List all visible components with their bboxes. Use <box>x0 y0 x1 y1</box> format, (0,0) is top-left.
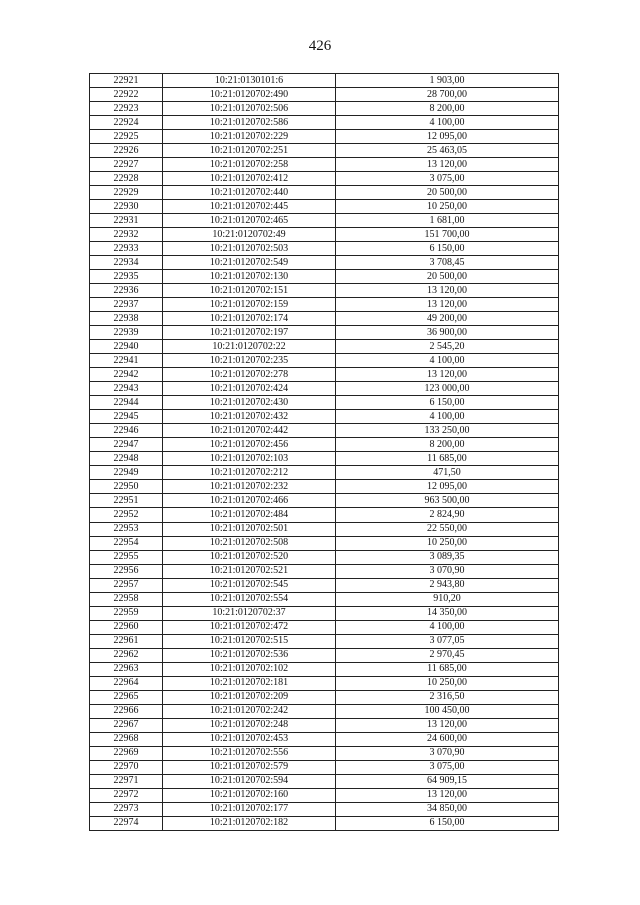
row-number-cell: 22936 <box>90 284 163 298</box>
cadastral-number-cell: 10:21:0120702:594 <box>163 774 336 788</box>
amount-cell: 2 943,80 <box>336 578 559 592</box>
amount-cell: 963 500,00 <box>336 494 559 508</box>
cadastral-number-cell: 10:21:0120702:484 <box>163 508 336 522</box>
table-row <box>90 284 559 298</box>
row-number-cell: 22965 <box>90 690 163 704</box>
row-number-cell: 22927 <box>90 158 163 172</box>
table-row <box>90 144 559 158</box>
table-row <box>90 382 559 396</box>
row-number-cell: 22969 <box>90 746 163 760</box>
table-row <box>90 88 559 102</box>
cadastral-number-cell: 10:21:0120702:554 <box>163 592 336 606</box>
cadastral-number-cell: 10:21:0120702:556 <box>163 746 336 760</box>
cadastral-number-cell: 10:21:0120702:520 <box>163 550 336 564</box>
amount-cell: 1 903,00 <box>336 74 559 88</box>
row-number-cell: 22921 <box>90 74 163 88</box>
row-number-cell: 22974 <box>90 816 163 830</box>
row-number-cell: 22967 <box>90 718 163 732</box>
amount-cell: 13 120,00 <box>336 158 559 172</box>
cadastral-number-cell: 10:21:0120702:466 <box>163 494 336 508</box>
row-number-cell: 22942 <box>90 368 163 382</box>
amount-cell: 34 850,00 <box>336 802 559 816</box>
row-number-cell: 22940 <box>90 340 163 354</box>
table-row <box>90 158 559 172</box>
table-row <box>90 438 559 452</box>
cadastral-number-cell: 10:21:0120702:248 <box>163 718 336 732</box>
amount-cell: 20 500,00 <box>336 186 559 200</box>
cadastral-number-cell: 10:21:0120702:251 <box>163 144 336 158</box>
table-row <box>90 704 559 718</box>
cadastral-number-cell: 10:21:0120702:235 <box>163 354 336 368</box>
amount-cell: 4 100,00 <box>336 354 559 368</box>
row-number-cell: 22926 <box>90 144 163 158</box>
table-row <box>90 578 559 592</box>
amount-cell: 133 250,00 <box>336 424 559 438</box>
table-row <box>90 116 559 130</box>
cadastral-number-cell: 10:21:0120702:102 <box>163 662 336 676</box>
table-row <box>90 522 559 536</box>
cadastral-number-cell: 10:21:0120702:424 <box>163 382 336 396</box>
row-number-cell: 22964 <box>90 676 163 690</box>
cadastral-number-cell: 10:21:0120702:197 <box>163 326 336 340</box>
cadastral-number-cell: 10:21:0130101:6 <box>163 74 336 88</box>
table-row <box>90 326 559 340</box>
row-number-cell: 22933 <box>90 242 163 256</box>
row-number-cell: 22954 <box>90 536 163 550</box>
amount-cell: 11 685,00 <box>336 662 559 676</box>
row-number-cell: 22972 <box>90 788 163 802</box>
row-number-cell: 22968 <box>90 732 163 746</box>
cadastral-number-cell: 10:21:0120702:181 <box>163 676 336 690</box>
table-row <box>90 340 559 354</box>
row-number-cell: 22935 <box>90 270 163 284</box>
table-row <box>90 214 559 228</box>
amount-cell: 4 100,00 <box>336 410 559 424</box>
amount-cell: 3 075,00 <box>336 172 559 186</box>
amount-cell: 36 900,00 <box>336 326 559 340</box>
row-number-cell: 22950 <box>90 480 163 494</box>
row-number-cell: 22948 <box>90 452 163 466</box>
row-number-cell: 22923 <box>90 102 163 116</box>
cadastral-number-cell: 10:21:0120702:472 <box>163 620 336 634</box>
table-row <box>90 802 559 816</box>
row-number-cell: 22955 <box>90 550 163 564</box>
amount-cell: 3 070,90 <box>336 564 559 578</box>
amount-cell: 13 120,00 <box>336 788 559 802</box>
table-row <box>90 354 559 368</box>
cadastral-number-cell: 10:21:0120702:209 <box>163 690 336 704</box>
amount-cell: 4 100,00 <box>336 620 559 634</box>
amount-cell: 2 824,90 <box>336 508 559 522</box>
amount-cell: 13 120,00 <box>336 284 559 298</box>
amount-cell: 11 685,00 <box>336 452 559 466</box>
cadastral-number-cell: 10:21:0120702:536 <box>163 648 336 662</box>
row-number-cell: 22922 <box>90 88 163 102</box>
amount-cell: 12 095,00 <box>336 480 559 494</box>
cadastral-number-cell: 10:21:0120702:549 <box>163 256 336 270</box>
cadastral-number-cell: 10:21:0120702:177 <box>163 802 336 816</box>
table-row <box>90 816 559 830</box>
amount-cell: 6 150,00 <box>336 396 559 410</box>
table-row <box>90 102 559 116</box>
row-number-cell: 22929 <box>90 186 163 200</box>
table-row <box>90 466 559 480</box>
row-number-cell: 22949 <box>90 466 163 480</box>
amount-cell: 13 120,00 <box>336 298 559 312</box>
amount-cell: 471,50 <box>336 466 559 480</box>
table-row <box>90 788 559 802</box>
cadastral-number-cell: 10:21:0120702:412 <box>163 172 336 186</box>
amount-cell: 2 316,50 <box>336 690 559 704</box>
amount-cell: 123 000,00 <box>336 382 559 396</box>
row-number-cell: 22962 <box>90 648 163 662</box>
amount-cell: 14 350,00 <box>336 606 559 620</box>
amount-cell: 64 909,15 <box>336 774 559 788</box>
table-row <box>90 718 559 732</box>
cadastral-number-cell: 10:21:0120702:160 <box>163 788 336 802</box>
row-number-cell: 22947 <box>90 438 163 452</box>
amount-cell: 49 200,00 <box>336 312 559 326</box>
cadastral-number-cell: 10:21:0120702:506 <box>163 102 336 116</box>
table-row <box>90 494 559 508</box>
table-row <box>90 508 559 522</box>
row-number-cell: 22966 <box>90 704 163 718</box>
table-row <box>90 732 559 746</box>
row-number-cell: 22952 <box>90 508 163 522</box>
row-number-cell: 22973 <box>90 802 163 816</box>
amount-cell: 10 250,00 <box>336 536 559 550</box>
cadastral-number-cell: 10:21:0120702:521 <box>163 564 336 578</box>
row-number-cell: 22938 <box>90 312 163 326</box>
cadastral-number-cell: 10:21:0120702:212 <box>163 466 336 480</box>
amount-cell: 2 545,20 <box>336 340 559 354</box>
cadastral-number-cell: 10:21:0120702:232 <box>163 480 336 494</box>
amount-cell: 13 120,00 <box>336 718 559 732</box>
table-row <box>90 690 559 704</box>
table-row <box>90 172 559 186</box>
table-row <box>90 228 559 242</box>
table-row <box>90 592 559 606</box>
amount-cell: 151 700,00 <box>336 228 559 242</box>
row-number-cell: 22928 <box>90 172 163 186</box>
row-number-cell: 22945 <box>90 410 163 424</box>
table-row <box>90 606 559 620</box>
cadastral-number-cell: 10:21:0120702:465 <box>163 214 336 228</box>
cadastral-number-cell: 10:21:0120702:508 <box>163 536 336 550</box>
amount-cell: 4 100,00 <box>336 116 559 130</box>
cadastral-number-cell: 10:21:0120702:503 <box>163 242 336 256</box>
amount-cell: 22 550,00 <box>336 522 559 536</box>
row-number-cell: 22939 <box>90 326 163 340</box>
table-row <box>90 410 559 424</box>
registry-table <box>89 73 559 831</box>
cadastral-number-cell: 10:21:0120702:278 <box>163 368 336 382</box>
table-row <box>90 620 559 634</box>
row-number-cell: 22959 <box>90 606 163 620</box>
amount-cell: 3 070,90 <box>336 746 559 760</box>
amount-cell: 3 089,35 <box>336 550 559 564</box>
table-row <box>90 774 559 788</box>
cadastral-number-cell: 10:21:0120702:579 <box>163 760 336 774</box>
row-number-cell: 22958 <box>90 592 163 606</box>
table-row <box>90 550 559 564</box>
table-row <box>90 200 559 214</box>
cadastral-number-cell: 10:21:0120702:453 <box>163 732 336 746</box>
amount-cell: 8 200,00 <box>336 102 559 116</box>
cadastral-number-cell: 10:21:0120702:445 <box>163 200 336 214</box>
table-row <box>90 634 559 648</box>
table-row <box>90 536 559 550</box>
row-number-cell: 22932 <box>90 228 163 242</box>
row-number-cell: 22930 <box>90 200 163 214</box>
table-row <box>90 760 559 774</box>
table-row <box>90 480 559 494</box>
table-row <box>90 74 559 88</box>
table-row <box>90 662 559 676</box>
table-row <box>90 368 559 382</box>
cadastral-number-cell: 10:21:0120702:174 <box>163 312 336 326</box>
amount-cell: 13 120,00 <box>336 368 559 382</box>
amount-cell: 8 200,00 <box>336 438 559 452</box>
table-row <box>90 676 559 690</box>
amount-cell: 28 700,00 <box>336 88 559 102</box>
cadastral-number-cell: 10:21:0120702:182 <box>163 816 336 830</box>
amount-cell: 25 463,05 <box>336 144 559 158</box>
amount-cell: 100 450,00 <box>336 704 559 718</box>
table-row <box>90 424 559 438</box>
table-row <box>90 270 559 284</box>
table-row <box>90 256 559 270</box>
row-number-cell: 22960 <box>90 620 163 634</box>
row-number-cell: 22961 <box>90 634 163 648</box>
table-row <box>90 130 559 144</box>
row-number-cell: 22957 <box>90 578 163 592</box>
cadastral-number-cell: 10:21:0120702:37 <box>163 606 336 620</box>
amount-cell: 3 077,05 <box>336 634 559 648</box>
row-number-cell: 22937 <box>90 298 163 312</box>
table-row <box>90 564 559 578</box>
cadastral-number-cell: 10:21:0120702:442 <box>163 424 336 438</box>
cadastral-number-cell: 10:21:0120702:440 <box>163 186 336 200</box>
cadastral-number-cell: 10:21:0120702:545 <box>163 578 336 592</box>
table-row <box>90 312 559 326</box>
row-number-cell: 22953 <box>90 522 163 536</box>
amount-cell: 6 150,00 <box>336 242 559 256</box>
row-number-cell: 22941 <box>90 354 163 368</box>
row-number-cell: 22956 <box>90 564 163 578</box>
amount-cell: 3 708,45 <box>336 256 559 270</box>
table-row <box>90 452 559 466</box>
row-number-cell: 22924 <box>90 116 163 130</box>
cadastral-number-cell: 10:21:0120702:103 <box>163 452 336 466</box>
cadastral-number-cell: 10:21:0120702:501 <box>163 522 336 536</box>
cadastral-number-cell: 10:21:0120702:22 <box>163 340 336 354</box>
amount-cell: 1 681,00 <box>336 214 559 228</box>
cadastral-number-cell: 10:21:0120702:130 <box>163 270 336 284</box>
table-row <box>90 298 559 312</box>
row-number-cell: 22946 <box>90 424 163 438</box>
amount-cell: 910,20 <box>336 592 559 606</box>
cadastral-number-cell: 10:21:0120702:242 <box>163 704 336 718</box>
amount-cell: 10 250,00 <box>336 676 559 690</box>
cadastral-number-cell: 10:21:0120702:586 <box>163 116 336 130</box>
table-row <box>90 186 559 200</box>
row-number-cell: 22951 <box>90 494 163 508</box>
row-number-cell: 22925 <box>90 130 163 144</box>
row-number-cell: 22934 <box>90 256 163 270</box>
row-number-cell: 22963 <box>90 662 163 676</box>
row-number-cell: 22931 <box>90 214 163 228</box>
amount-cell: 2 970,45 <box>336 648 559 662</box>
table-row <box>90 746 559 760</box>
cadastral-number-cell: 10:21:0120702:229 <box>163 130 336 144</box>
cadastral-number-cell: 10:21:0120702:258 <box>163 158 336 172</box>
table-row <box>90 648 559 662</box>
registry-table-body <box>90 74 559 831</box>
row-number-cell: 22971 <box>90 774 163 788</box>
cadastral-number-cell: 10:21:0120702:430 <box>163 396 336 410</box>
amount-cell: 10 250,00 <box>336 200 559 214</box>
cadastral-number-cell: 10:21:0120702:515 <box>163 634 336 648</box>
amount-cell: 20 500,00 <box>336 270 559 284</box>
row-number-cell: 22944 <box>90 396 163 410</box>
amount-cell: 12 095,00 <box>336 130 559 144</box>
table-row <box>90 396 559 410</box>
cadastral-number-cell: 10:21:0120702:49 <box>163 228 336 242</box>
amount-cell: 3 075,00 <box>336 760 559 774</box>
page-number: 426 <box>308 38 332 54</box>
cadastral-number-cell: 10:21:0120702:432 <box>163 410 336 424</box>
table-row <box>90 242 559 256</box>
cadastral-number-cell: 10:21:0120702:159 <box>163 298 336 312</box>
cadastral-number-cell: 10:21:0120702:456 <box>163 438 336 452</box>
amount-cell: 24 600,00 <box>336 732 559 746</box>
row-number-cell: 22943 <box>90 382 163 396</box>
cadastral-number-cell: 10:21:0120702:490 <box>163 88 336 102</box>
row-number-cell: 22970 <box>90 760 163 774</box>
cadastral-number-cell: 10:21:0120702:151 <box>163 284 336 298</box>
amount-cell: 6 150,00 <box>336 816 559 830</box>
